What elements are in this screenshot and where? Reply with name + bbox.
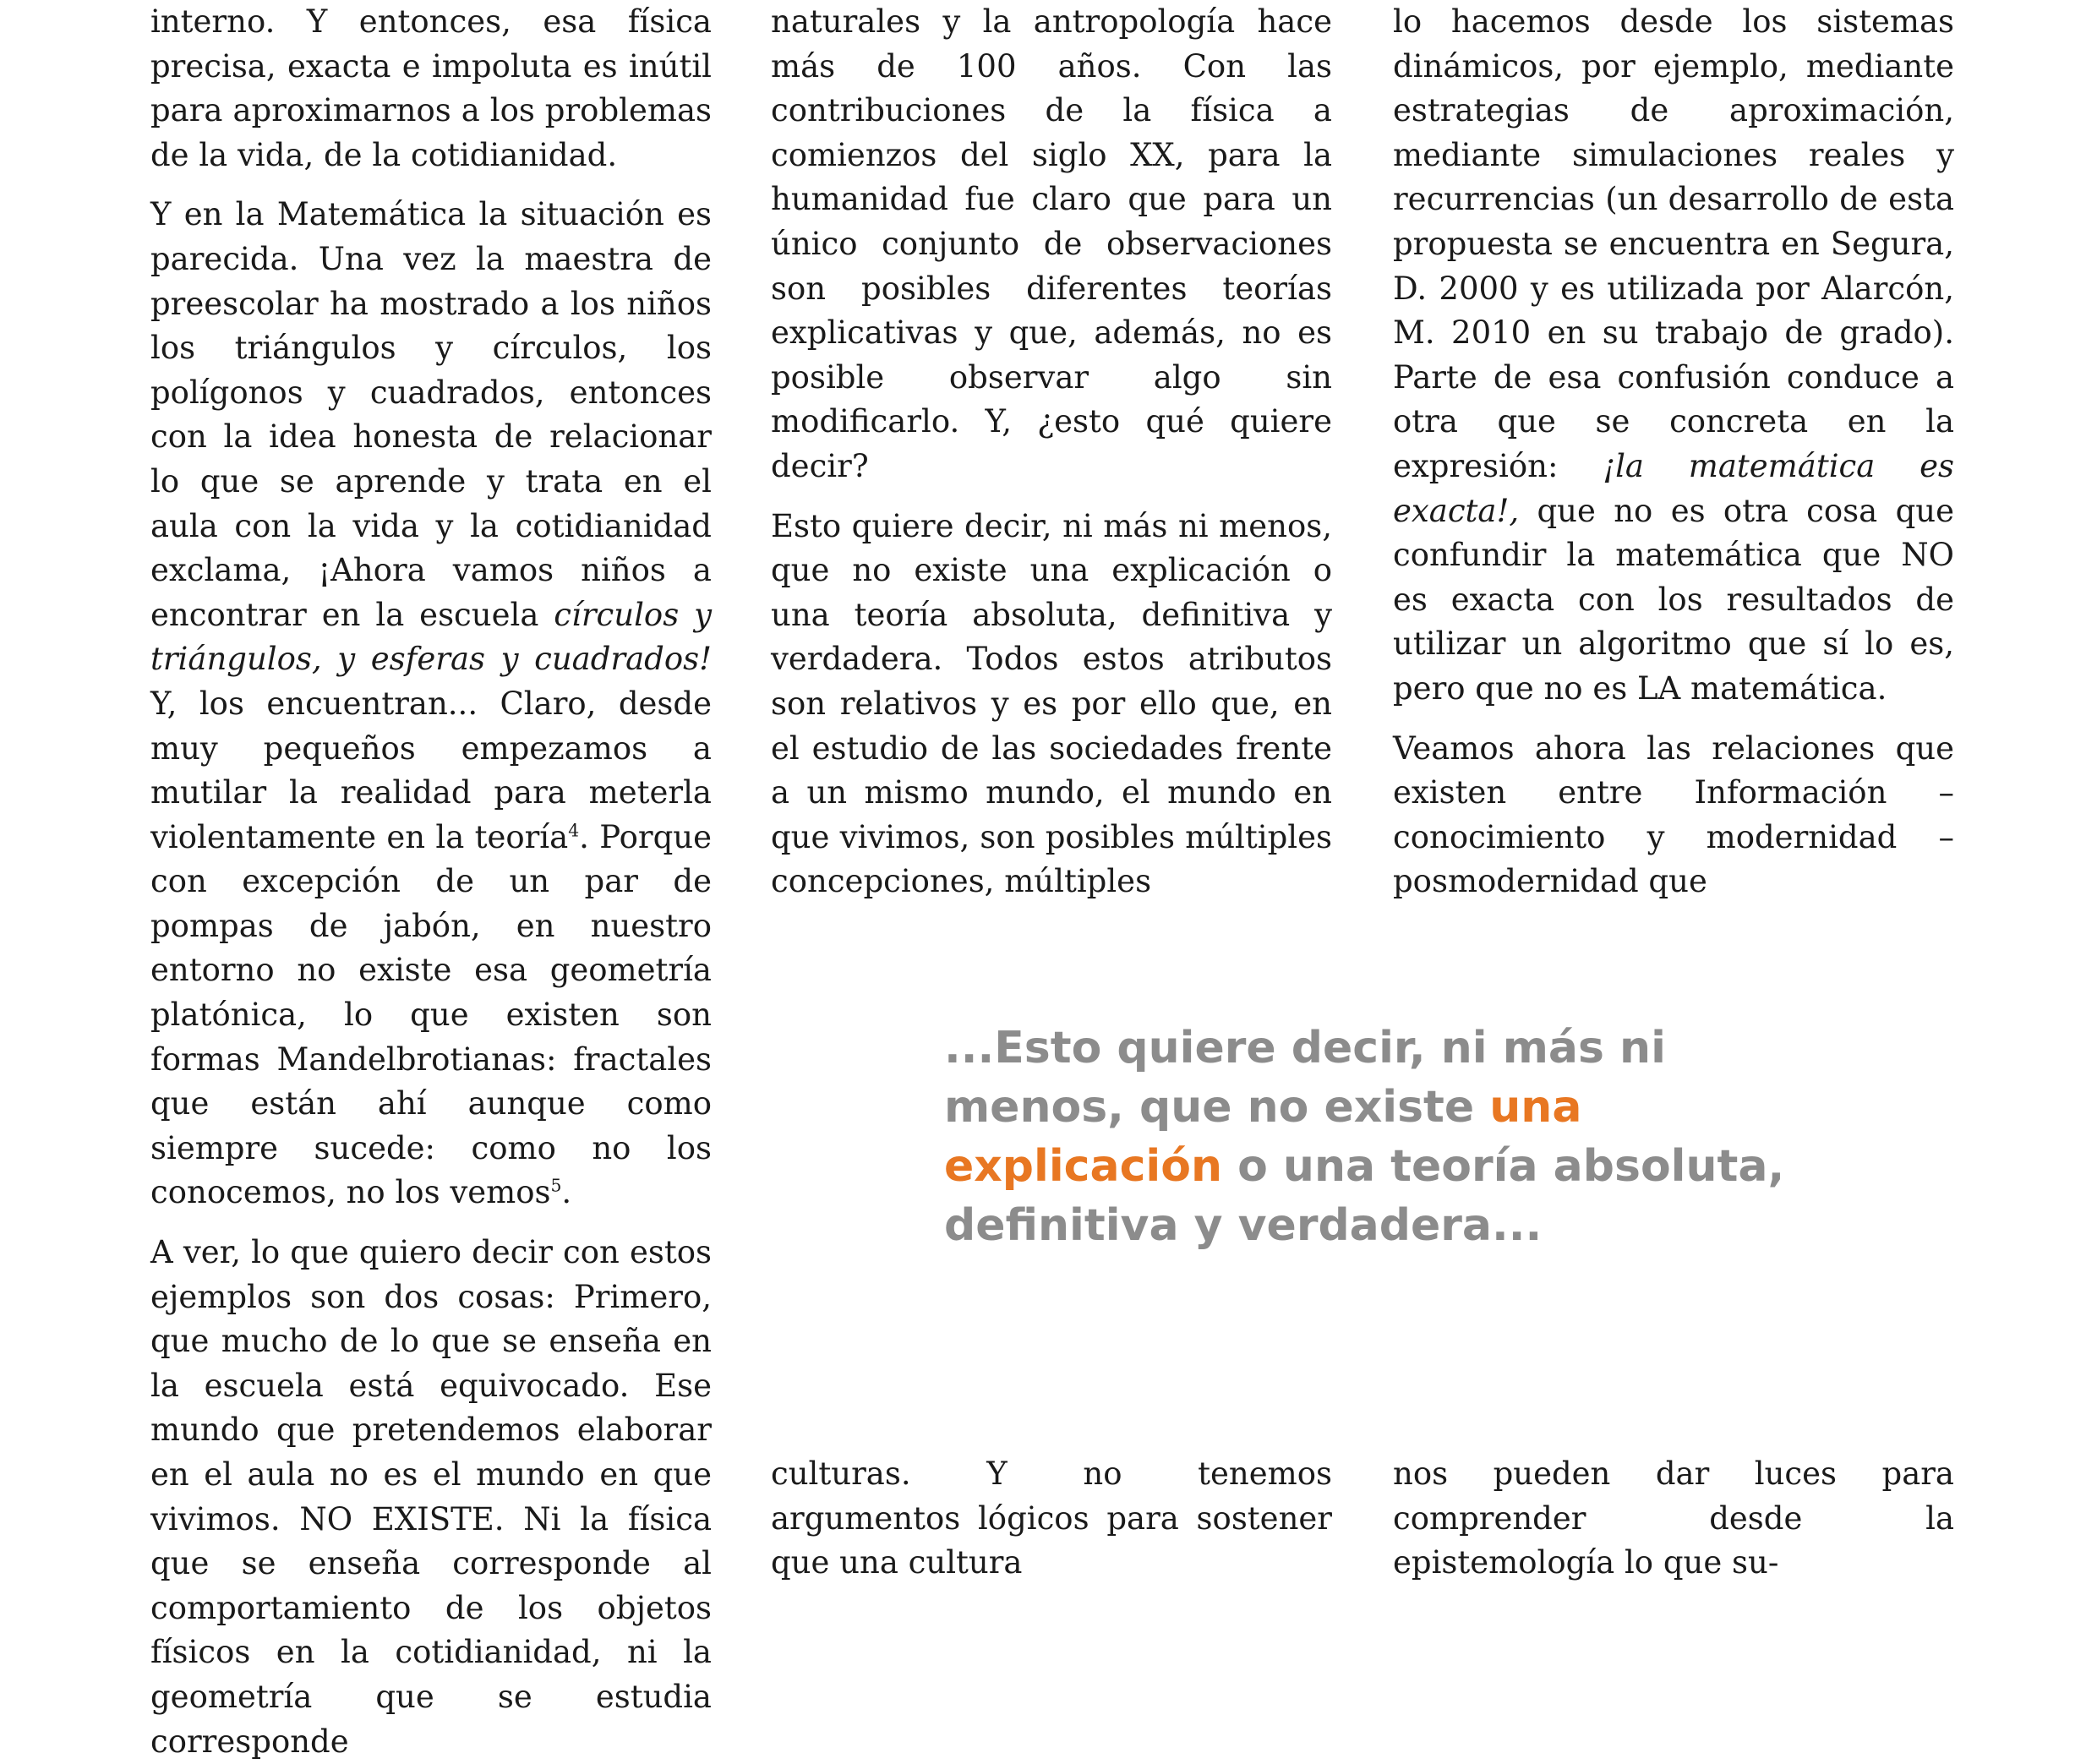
paragraph: Esto quiere decir, ni más ni menos, que no existe una explicación o una teoría absoluta, definitiva y verdadera. Todos estos atributos son relativos y es por ello que, en el estudio de las sociedades frente a un mismo mundo, el mundo en que vivimos, son posibles múltiples concepciones, múltiples <box>771 507 1332 900</box>
emphasis-text: círculos y triángulos, y esferas y cuadrados! <box>150 596 712 678</box>
footnote-ref[interactable]: 5 <box>550 1176 562 1197</box>
text-column-middle-top <box>771 0 1332 900</box>
paragraph: nos pueden dar luces para comprender desde la epistemología lo que su- <box>1393 1455 1954 1581</box>
paragraph: naturales y la antropología hace más de 100 años. Con las contribuciones de la física a comienzos del siglo XX, para la humanidad fue claro que para un único conjunto de observaciones son posibles diferentes teorías explicativas y que, además, no es posible observar algo sin modificarlo. Y, ¿esto qué quiere decir? <box>771 3 1332 484</box>
text-column-right-bottom <box>1393 1452 1954 1581</box>
paragraph: interno. Y entonces, esa física precisa, exacta e impoluta es inútil para aproximarnos a los problemas de la vida, de la cotidianidad. <box>150 3 712 173</box>
text-column-left <box>150 0 712 1760</box>
pull-quote-highlight: una explicación <box>944 1082 1582 1192</box>
pull-quote <box>944 1019 1840 1255</box>
footnote-ref[interactable]: 4 <box>568 820 580 841</box>
paragraph: A ver, lo que quiero decir con estos ejemplos son dos cosas: Primero, que mucho de lo que se enseña en la escuela está equivocado. Ese mundo que pretendemos elaborar en el aula no es el mundo en que vivimos. NO EXISTE. Ni la física que se enseña corresponde al comportamiento de los objetos físicos en la cotidianidad, ni la geometría que se estudia corresponde <box>150 1234 712 1760</box>
paragraph: Veamos ahora las relaciones que existen entre Información – conocimiento y modernidad – posmodernidad que <box>1393 729 1954 900</box>
text-column-right-top <box>1393 0 1954 900</box>
paragraph: Y en la Matemática la situación es parecida. Una vez la maestra de preescolar ha mostrado a los niños los triángulos y círculos, los polígonos y cuadrados, entonces con la idea honesta de relacionar lo que se aprende y trata en el aula con la vida y la cotidianidad exclama, ¡Ahora vamos niños a encontrar en la escuela círculos y triángulos, y esferas y cuadrados! Y, los encuentran... Claro, desde muy pequeños empezamos a mutilar la realidad para meterla violentamente en la teoría$^4$. Porque con excepción de un par de pompas de jabón, en nuestro entorno no existe esa geometría platónica, lo que existen son formas Mandelbrotianas: fractales que están ahí aunque como siempre sucede: como no los conocemos, no los vemos$^5$. <box>150 196 712 1211</box>
paragraph: lo hacemos desde los sistemas dinámicos, por ejemplo, mediante estrategias de aproximación, mediante simulaciones reales y recurrencias (un desarrollo de esta propuesta se encuentra en Segura, D. 2000 y es utilizada por Alarcón, M. 2010 en su trabajo de grado). Parte de esa confusión conduce a otra que se concreta en la expresión: ¡la matemática es exacta!, que no es otra cosa que confundir la matemática que NO es exacta con los resultados de utilizar un algoritmo que sí lo es, pero que no es LA matemática. <box>1393 3 1954 707</box>
paragraph: culturas. Y no tenemos argumentos lógicos para sostener que una cultura <box>771 1455 1332 1581</box>
text-column-middle-bottom <box>771 1452 1332 1581</box>
emphasis-text: ¡la matemática es exacta!, <box>1393 447 1954 529</box>
pull-quote-text: o una teoría absoluta, definitiva y verdadera... <box>944 1141 1785 1251</box>
pull-quote-text: ...Esto quiere decir, ni más ni menos, que no existe <box>944 1023 1666 1133</box>
